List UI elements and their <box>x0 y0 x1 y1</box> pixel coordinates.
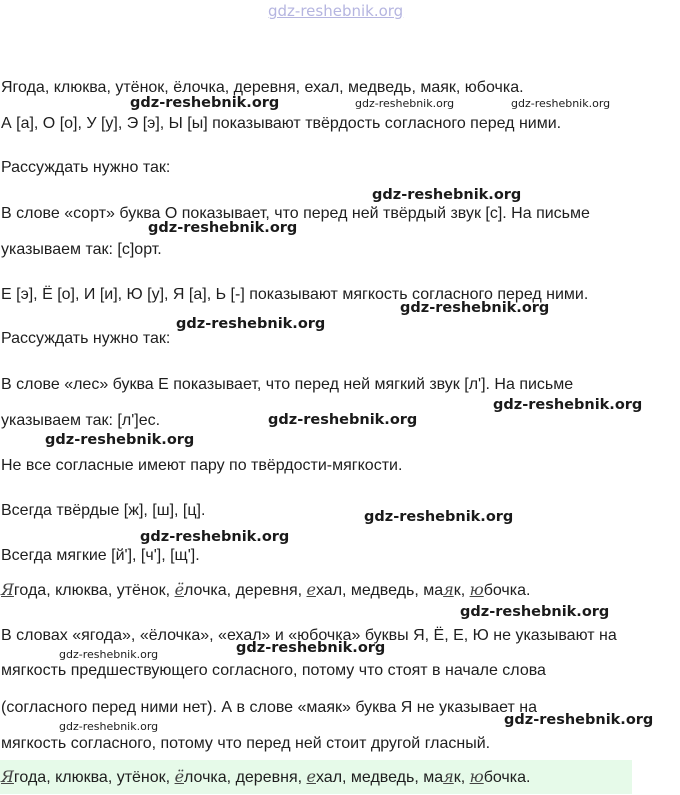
marked-letter: ё <box>174 767 185 786</box>
watermark: gdz-reshebnik.org <box>236 640 386 656</box>
word-list: Ягода, клюква, утёнок, ёлочка, деревня, ехал, медведь, маяк, юбочка. <box>1 79 524 96</box>
explanation-line-2: мягкость предшествующего согласного, потому что стоят в начале слова <box>1 662 546 679</box>
watermark: gdz-reshebnik.org <box>504 712 654 728</box>
watermark: gdz-reshebnik.org <box>372 187 522 203</box>
explanation-line-4: мягкость согласного, потому что перед ней стоит другой гласный. <box>1 735 491 752</box>
watermark: gdz-reshebnik.org <box>176 316 326 332</box>
marked-letter: я <box>443 767 454 786</box>
marked-letter: Я <box>1 580 14 599</box>
explanation-line-1: В словах «ягода», «ёлочка», «ехал» и «юбочка» буквы Я, Ё, Е, Ю не указывают на <box>1 627 617 644</box>
reasoning-heading-2: Рассуждать нужно так: <box>1 330 171 347</box>
marked-letter: Я <box>1 767 14 786</box>
marked-letter: е <box>306 580 316 599</box>
watermark: gdz-reshebnik.org <box>148 220 298 236</box>
explanation-line-3: (согласного перед ними нет). А в слове «маяк» буква Я не указывает на <box>1 699 537 716</box>
example-les-line-1: В слове «лес» буква Е показывает, что перед ней мягкий звук [л']. На письме <box>1 376 574 393</box>
watermark: gdz-reshebnik.org <box>364 509 514 525</box>
example-sort-line-2: указываем так: [с]орт. <box>1 241 162 258</box>
final-answer-line: Ягода, клюква, утёнок, ёлочка, деревня, ехал, медведь, маяк, юбочка. <box>1 767 531 786</box>
watermark: gdz-reshebnik.org <box>268 412 418 428</box>
example-les-line-2: указываем так: [л']ес. <box>1 412 161 429</box>
watermark-top: gdz-reshebnik.org <box>268 2 404 20</box>
watermark: gdz-reshebnik.org <box>460 604 610 620</box>
marked-letter: я <box>443 580 454 599</box>
reasoning-heading-1: Рассуждать нужно так: <box>1 159 171 176</box>
marked-letter: ё <box>174 580 185 599</box>
watermark: gdz-reshebnik.org <box>355 97 455 110</box>
marked-letter: ю <box>469 580 484 599</box>
marked-letter: ю <box>469 767 484 786</box>
always-hard-consonants: Всегда твёрдые [ж], [ш], [ц]. <box>1 502 206 519</box>
watermark: gdz-reshebnik.org <box>59 648 159 661</box>
watermark: gdz-reshebnik.org <box>130 95 280 111</box>
watermark: gdz-reshebnik.org <box>511 97 611 110</box>
watermark: gdz-reshebnik.org <box>59 720 159 733</box>
example-sort-line-1: В слове «сорт» буква О показывает, что перед ней твёрдый звук [с]. На письме <box>1 205 590 222</box>
hard-vowels-rule: А [а], О [о], У [у], Э [э], Ы [ы] показывают твёрдость согласного перед ними. <box>1 115 562 132</box>
unpaired-consonants-note: Не все согласные имеют пару по твёрдости-мягкости. <box>1 457 403 474</box>
always-soft-consonants: Всегда мягкие [й'], [ч'], [щ']. <box>1 547 200 564</box>
watermark: gdz-reshebnik.org <box>493 397 643 413</box>
annotated-word-list: Ягода, клюква, утёнок, ёлочка, деревня, ехал, медведь, маяк, юбочка. <box>1 580 531 599</box>
watermark: gdz-reshebnik.org <box>400 300 550 316</box>
watermark: gdz-reshebnik.org <box>45 432 195 448</box>
watermark: gdz-reshebnik.org <box>140 529 290 545</box>
soft-vowels-rule: Е [э], Ё [о], И [и], Ю [у], Я [а], Ь [-] показывают мягкость согласного перед ними. <box>1 286 589 303</box>
marked-letter: е <box>306 767 316 786</box>
